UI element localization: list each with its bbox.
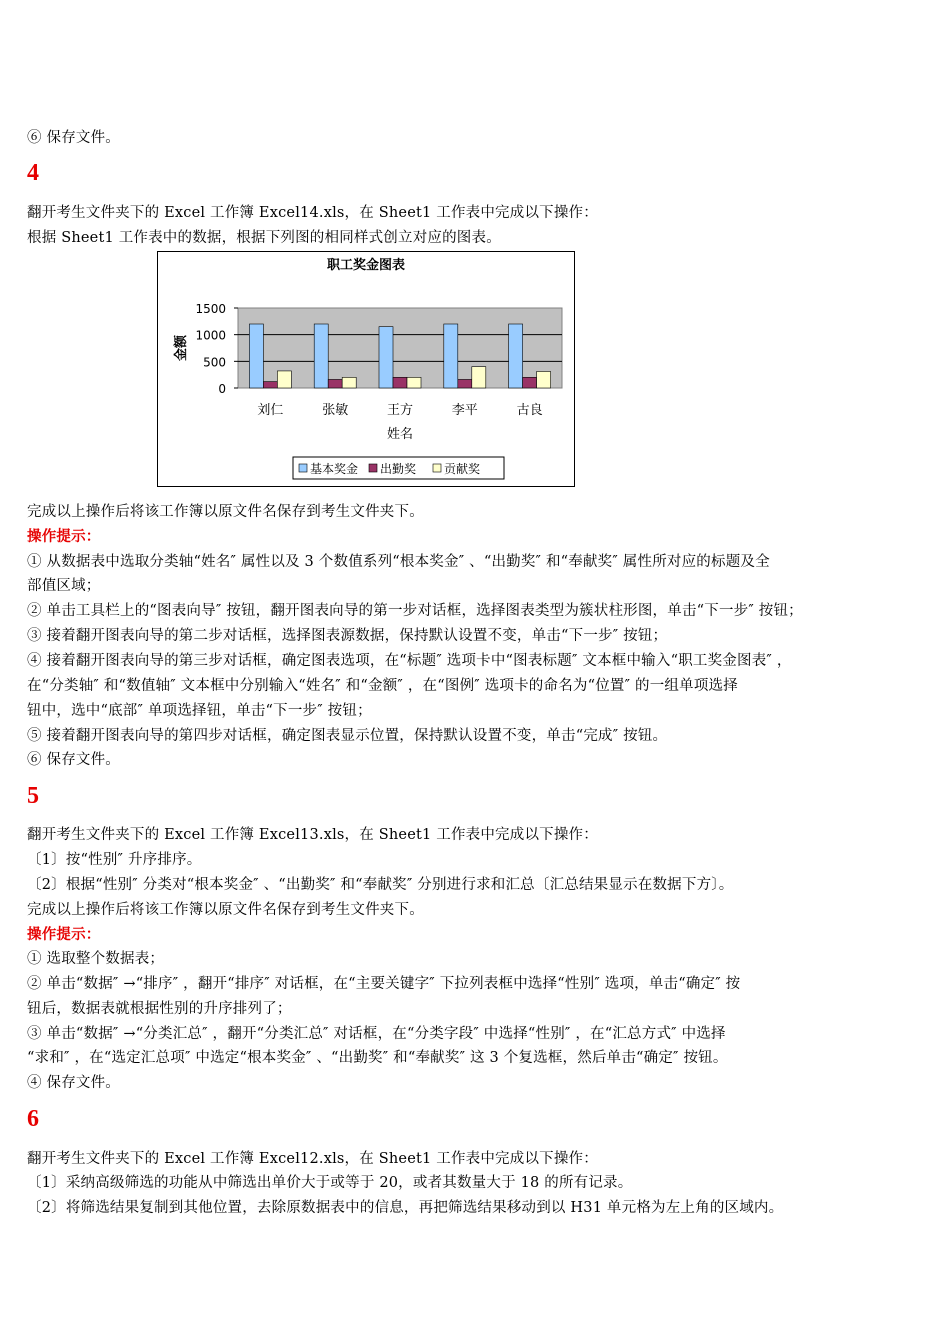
legend-label: 出勤奖 — [380, 462, 417, 476]
bar-1 — [379, 327, 393, 388]
section-6-task-line: 〔2〕将筛选结果复制到其他位置，去除原数据表中的信息，再把筛选结果移动到以 H31 单元格为左上角的区域内。 — [27, 1200, 784, 1216]
bar-3 — [277, 371, 291, 388]
section-4-number: 4 — [27, 160, 39, 186]
bar-3 — [407, 377, 421, 388]
section-6-number: 6 — [27, 1106, 39, 1132]
bonus-chart-svg — [158, 252, 574, 486]
bar-3 — [472, 367, 486, 388]
bar-2 — [328, 379, 342, 388]
section-5-task-line: 〔2〕根据“性别″ 分类对“根本奖金″ 、“出勤奖″ 和“奉献奖″ 分别进行求和汇总〔汇总结果显示在数据下方〕。 — [27, 877, 734, 893]
bar-1 — [314, 324, 328, 388]
y-tick-label: 1500 — [195, 302, 226, 316]
bar-1 — [249, 324, 263, 388]
x-tick-label: 古良 — [516, 403, 543, 418]
bar-2 — [263, 382, 277, 388]
section-5-task-line: 完成以上操作后将该工作簿以原文件名保存到考生文件夹下。 — [27, 902, 424, 918]
section-5-number: 5 — [27, 783, 39, 809]
bar-1 — [509, 324, 523, 388]
legend-swatch — [433, 464, 441, 472]
section-4-hint-line: ⑥ 保存文件。 — [27, 752, 121, 768]
bonus-chart — [157, 251, 575, 487]
section-4-hint-line: ⑤ 接着翻开图表向导的第四步对话框，确定图表显示位置，保持默认设置不变，单击“完成″ 按钮。 — [27, 728, 668, 744]
chart-title: 职工奖金图表 — [326, 258, 406, 273]
section-6-task-line: 〔1〕采纳高级筛选的功能从中筛选出单价大于或等于 20，或者其数量大于 18 的所有记录。 — [27, 1175, 633, 1191]
x-tick-label: 张敏 — [322, 403, 349, 418]
section-5-hint-line: ② 单击“数据″ →“排序″ ，翻开“排序″ 对话框，在“主要关键字″ 下拉列表框中选择“性别″ 选项，单击“确定″ 按 — [27, 976, 741, 992]
section-5-hint-line: “求和″ ，在“选定汇总项″ 中选定“根本奖金″ 、“出勤奖″ 和“奉献奖″ 这 3 个复选框，然后单击“确定″ 按钮。 — [27, 1050, 728, 1066]
section-6-task-line: 翻开考生文件夹下的 Excel 工作簿 Excel12.xls，在 Sheet1 工作表中完成以下操作： — [27, 1151, 598, 1167]
y-axis-label: 金额 — [174, 334, 189, 362]
legend-swatch — [299, 464, 307, 472]
section-4-hint-line: ③ 接着翻开图表向导的第二步对话框，选择图表源数据，保持默认设置不变，单击“下一步″ 按钮； — [27, 628, 668, 644]
x-tick-label: 李平 — [451, 403, 478, 418]
y-tick-label: 1000 — [195, 328, 226, 343]
y-tick-label: 500 — [203, 355, 226, 370]
section-4-hint-line: ④ 接着翻开图表向导的第三步对话框，确定图表选项，在“标题″ 选项卡中“图表标题″ 文本框中输入“职工奖金图表″ ， — [27, 653, 792, 669]
x-tick-label: 刘仁 — [257, 403, 284, 418]
section-4-hint-line: 在“分类轴″ 和“数值轴″ 文本框中分别输入“姓名″ 和“金额″ ，在“图例″ 选项卡的命名为“位置″ 的一组单项选择 — [27, 678, 738, 694]
section-5-task-line: 〔1〕按“性别″ 升序排序。 — [27, 852, 202, 868]
section-4-hint-title: 操作提示： — [27, 528, 101, 545]
x-axis-label: 姓名 — [386, 427, 414, 442]
legend-swatch — [369, 464, 377, 472]
section-5-hint-title: 操作提示： — [27, 926, 101, 943]
section-4-hint-line: ① 从数据表中选取分类轴“姓名″ 属性以及 3 个数值系列“根本奖金″ 、“出勤奖″ 和“奉献奖″ 属性所对应的标题及全 — [27, 554, 770, 570]
legend-label: 基本奖金 — [310, 462, 359, 476]
bar-1 — [444, 324, 458, 388]
bar-3 — [537, 371, 551, 388]
section-4-task-line-1: 翻开考生文件夹下的 Excel 工作簿 Excel14.xls，在 Sheet1 工作表中完成以下操作： — [27, 205, 598, 221]
legend-label: 贡献奖 — [444, 462, 481, 476]
section-4-task-line-2: 根据 Sheet1 工作表中的数据，根据下列图的相同样式创立对应的图表。 — [27, 230, 501, 246]
section-5-hint-line: ④ 保存文件。 — [27, 1075, 121, 1091]
section-5-hint-line: ① 选取整个数据表； — [27, 951, 165, 967]
bar-2 — [393, 377, 407, 388]
section-4-hint-line: ② 单击工具栏上的“图表向导″ 按钮，翻开图表向导的第一步对话框，选择图表类型为簇状柱形图，单击“下一步″ 按钮； — [27, 603, 803, 619]
bar-2 — [523, 377, 537, 388]
section-5-hint-line: ③ 单击“数据″ →“分类汇总″ ，翻开“分类汇总″ 对话框，在“分类字段″ 中选择“性别″ ，在“汇总方式″ 中选择 — [27, 1026, 726, 1042]
section-4-hint-line: 钮中，选中“底部″ 单项选择钮，单击“下一步″ 按钮； — [27, 703, 372, 719]
section-5-hint-line: 钮后，数据表就根据性别的升序排列了； — [27, 1001, 292, 1017]
save-file-step: ⑥ 保存文件。 — [27, 130, 121, 146]
section-5-task-line: 翻开考生文件夹下的 Excel 工作簿 Excel13.xls，在 Sheet1 工作表中完成以下操作： — [27, 827, 598, 843]
x-tick-label: 王方 — [386, 403, 414, 418]
bar-2 — [458, 379, 472, 388]
bar-3 — [342, 377, 356, 388]
section-4-hint-line: 部值区域； — [27, 578, 101, 594]
y-tick-label: 0 — [218, 382, 226, 396]
section-4-after-chart: 完成以上操作后将该工作簿以原文件名保存到考生文件夹下。 — [27, 504, 424, 520]
